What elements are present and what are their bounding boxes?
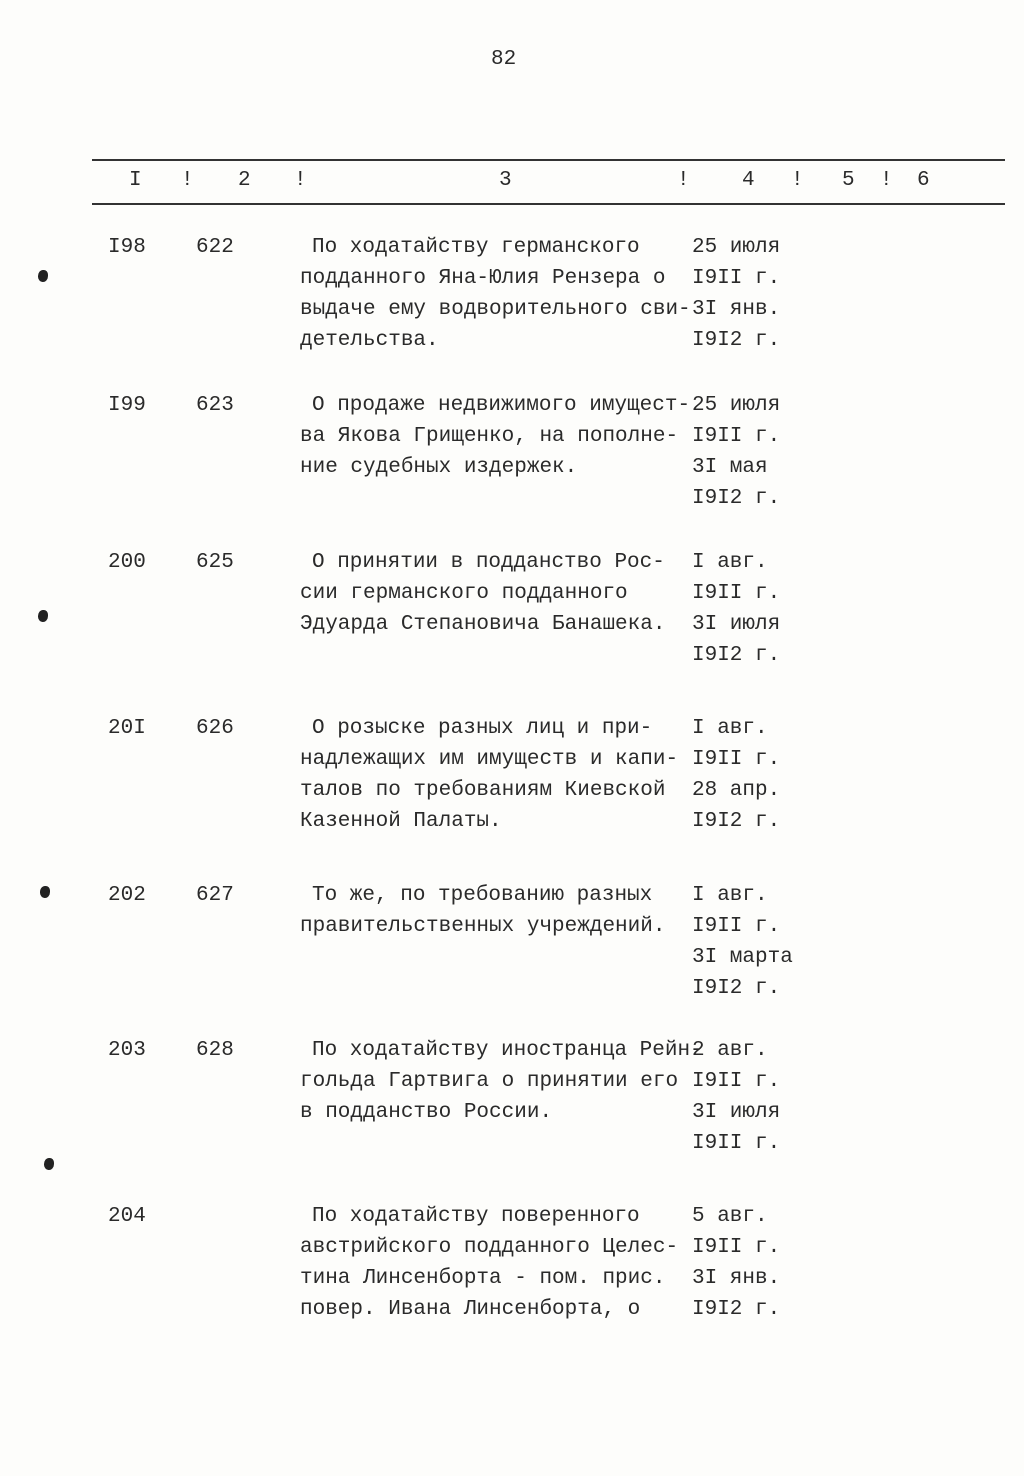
col-separator: ! xyxy=(677,169,690,192)
date-line: I9II г. xyxy=(692,1070,781,1093)
punch-hole-mark xyxy=(38,270,48,282)
description-line: По ходатайству поверенного xyxy=(312,1205,640,1228)
description-line: То же, по требованию разных xyxy=(312,884,653,907)
description-line: Казенной Палаты. xyxy=(300,810,502,833)
date-line: 3I июля xyxy=(692,613,781,636)
entry-dates xyxy=(692,232,780,356)
entry-number: I99 xyxy=(108,394,146,417)
date-line: I9II г. xyxy=(692,1132,781,1155)
case-number: 625 xyxy=(196,551,234,574)
punch-hole-mark xyxy=(40,886,50,898)
description-line: Эдуарда Степановича Банашека. xyxy=(300,613,666,636)
entry-dates xyxy=(692,713,780,837)
date-line: I9I2 г. xyxy=(692,810,781,833)
register-entry xyxy=(0,1035,1024,1165)
date-line: 3I янв. xyxy=(692,298,781,321)
register-entry xyxy=(0,232,1024,362)
description-line: гольда Гартвига о принятии его xyxy=(300,1070,679,1093)
description-line: сии германского подданного xyxy=(300,582,628,605)
col-header-3: 3 xyxy=(499,169,512,192)
col-separator: ! xyxy=(880,169,893,192)
date-line: I9I2 г. xyxy=(692,644,781,667)
entry-description xyxy=(300,1201,678,1325)
date-line: I9I2 г. xyxy=(692,977,781,1000)
col-header-6: 6 xyxy=(917,169,930,192)
entry-number: 204 xyxy=(108,1205,146,1228)
description-line: правительственных учреждений. xyxy=(300,915,666,938)
col-header-2: 2 xyxy=(238,169,251,192)
header-bottom-rule xyxy=(92,203,1005,205)
date-line: I9I2 г. xyxy=(692,1298,781,1321)
date-line: 25 июля xyxy=(692,236,781,259)
punch-hole-mark xyxy=(44,1158,54,1170)
register-entry xyxy=(0,880,1024,1010)
description-line: австрийского подданного Целес- xyxy=(300,1236,679,1259)
description-line: надлежащих им имуществ и капи- xyxy=(300,748,679,771)
entry-number: 20I xyxy=(108,717,146,740)
date-line: 3I янв. xyxy=(692,1267,781,1290)
description-line: ва Якова Грищенко, на пополне- xyxy=(300,425,679,448)
entry-dates xyxy=(692,1035,780,1159)
header-top-rule xyxy=(92,159,1005,161)
entry-dates xyxy=(692,547,780,671)
date-line: I9II г. xyxy=(692,582,781,605)
entry-number: 200 xyxy=(108,551,146,574)
entry-dates xyxy=(692,390,780,514)
date-line: I9II г. xyxy=(692,748,781,771)
col-header-1: I xyxy=(129,169,142,192)
register-entry xyxy=(0,713,1024,843)
description-line: О продаже недвижимого имущест- xyxy=(312,394,691,417)
date-line: 3I июля xyxy=(692,1101,781,1124)
date-line: I9II г. xyxy=(692,267,781,290)
description-line: повер. Ивана Линсенборта, о xyxy=(300,1298,641,1321)
date-line: I авг. xyxy=(692,717,768,740)
register-entry xyxy=(0,547,1024,677)
entry-dates xyxy=(692,880,793,1004)
case-number: 622 xyxy=(196,236,234,259)
col-separator: ! xyxy=(791,169,804,192)
date-line: I9II г. xyxy=(692,1236,781,1259)
description-line: По ходатайству германского xyxy=(312,236,640,259)
description-line: детельства. xyxy=(300,329,439,352)
description-line: в подданство России. xyxy=(300,1101,553,1124)
entry-description xyxy=(300,547,665,640)
date-line: I авг. xyxy=(692,884,768,907)
date-line: 2 авг. xyxy=(692,1039,768,1062)
date-line: 28 апр. xyxy=(692,779,781,802)
date-line: 3I марта xyxy=(692,946,793,969)
case-number: 623 xyxy=(196,394,234,417)
description-line: По ходатайству иностранца Рейн- xyxy=(312,1039,703,1062)
date-line: 25 июля xyxy=(692,394,781,417)
entry-dates xyxy=(692,1201,780,1325)
entry-description xyxy=(300,232,691,356)
description-line: талов по требованиям Киевской xyxy=(300,779,666,802)
date-line: 5 авг. xyxy=(692,1205,768,1228)
description-line: О принятии в подданство Рос- xyxy=(312,551,665,574)
entry-number: 203 xyxy=(108,1039,146,1062)
date-line: 3I мая xyxy=(692,456,768,479)
entry-description xyxy=(300,713,678,837)
description-line: подданного Яна-Юлия Рензера о xyxy=(300,267,666,290)
entry-description xyxy=(300,880,665,942)
case-number: 626 xyxy=(196,717,234,740)
entry-description xyxy=(300,390,690,483)
col-header-5: 5 xyxy=(842,169,855,192)
date-line: I9I2 г. xyxy=(692,487,781,510)
case-number: 628 xyxy=(196,1039,234,1062)
entry-number: 202 xyxy=(108,884,146,907)
description-line: тина Линсенборта - пом. прис. xyxy=(300,1267,666,1290)
date-line: I9II г. xyxy=(692,915,781,938)
col-header-4: 4 xyxy=(742,169,755,192)
date-line: I авг. xyxy=(692,551,768,574)
col-separator: ! xyxy=(181,169,194,192)
punch-hole-mark xyxy=(38,610,48,622)
page-number: 82 xyxy=(491,48,517,71)
entry-description xyxy=(300,1035,703,1128)
date-line: I9II г. xyxy=(692,425,781,448)
description-line: О розыске разных лиц и при- xyxy=(312,717,653,740)
case-number: 627 xyxy=(196,884,234,907)
date-line: I9I2 г. xyxy=(692,329,781,352)
description-line: ние судебных издержек. xyxy=(300,456,578,479)
description-line: выдаче ему водворительного сви- xyxy=(300,298,691,321)
register-entry xyxy=(0,390,1024,520)
register-entry xyxy=(0,1201,1024,1331)
col-separator: ! xyxy=(294,169,307,192)
entry-number: I98 xyxy=(108,236,146,259)
